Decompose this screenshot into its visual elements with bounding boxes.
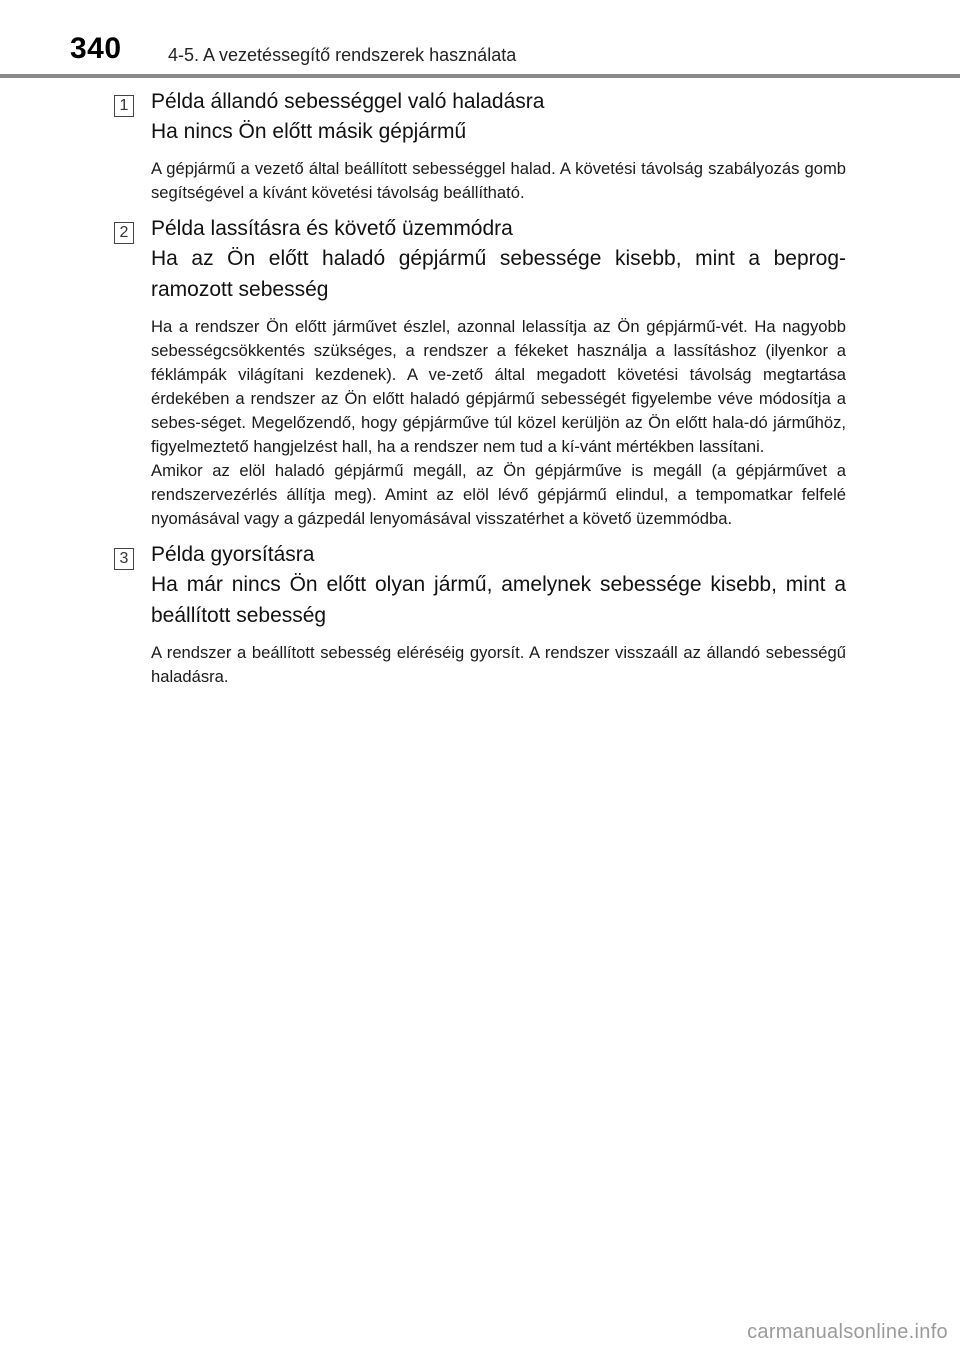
- page-number: 340: [70, 32, 122, 65]
- main-content: [110, 88, 846, 689]
- section-acceleration: [110, 541, 846, 689]
- section-subtitle: Ha az Ön előtt haladó gépjármű sebessége kisebb, mint a beprog-ramozott sebesség: [151, 247, 846, 301]
- section-subtitle: Ha nincs Ön előtt másik gépjármű: [151, 120, 467, 143]
- body-paragraph: Ha a rendszer Ön előtt járművet észlel, azonnal lelassítja az Ön gépjármű-vét. Ha nagyobb sebességcsökkentés szükséges, a rendszer a fékeket használja a lassításhoz (ilyenkor a féklámpák világítani kezdenek). A ve-zető által megadott követési távolság megtartása érdekében a rendszer az Ön előtt haladó gépjármű sebességét figyelembe véve módosítja a sebes-séget. Megelőzendő, hogy gépjárműve túl közel kerüljön az Ön előtt hala-dó járműhöz, figyelmeztető hangjelzést hall, ha a rendszer nem tud a kí-vánt mértékben lassítani.: [151, 317, 846, 456]
- body-paragraph: Amikor az elöl haladó gépjármű megáll, az Ön gépjárműve is megáll (a gépjárművet a rendszervezérlés állítja meg). Amint az elöl lévő gépjármű elindul, a tempomatkar felfelé nyomásával vagy a gázpedál lenyomásával visszatérhet a követő üzemmódba.: [151, 461, 846, 528]
- section-body: [151, 157, 846, 205]
- section-body: [151, 315, 846, 531]
- section-constant-speed: [110, 88, 846, 205]
- section-title: Példa gyorsításra: [151, 543, 315, 566]
- chapter-title: 4-5. A vezetéssegítő rendszerek használata: [168, 45, 517, 65]
- section-deceleration-follow: [110, 215, 846, 531]
- body-paragraph: A gépjármű a vezető által beállított sebességgel halad. A követési távolság szabályozás gomb segítségével a kívánt követési távolság beállítható.: [151, 159, 846, 202]
- watermark: carmanualsonline.info: [747, 1321, 948, 1343]
- section-subtitle: Ha már nincs Ön előtt olyan jármű, amelynek sebessége kisebb, mint a beállított sebesség: [151, 573, 846, 627]
- body-paragraph: A rendszer a beállított sebesség eléréséig gyorsít. A rendszer visszaáll az állandó sebességű haladásra.: [151, 643, 846, 686]
- section-body: [151, 641, 846, 689]
- header-divider: [0, 74, 960, 78]
- section-number-badge: 3: [114, 548, 134, 570]
- section-number-badge: 1: [114, 95, 134, 117]
- section-title: Példa állandó sebességgel való haladásra: [151, 90, 545, 113]
- section-number-badge: 2: [114, 222, 134, 244]
- page-header: [0, 0, 960, 80]
- section-title: Példa lassításra és követő üzemmódra: [151, 217, 513, 240]
